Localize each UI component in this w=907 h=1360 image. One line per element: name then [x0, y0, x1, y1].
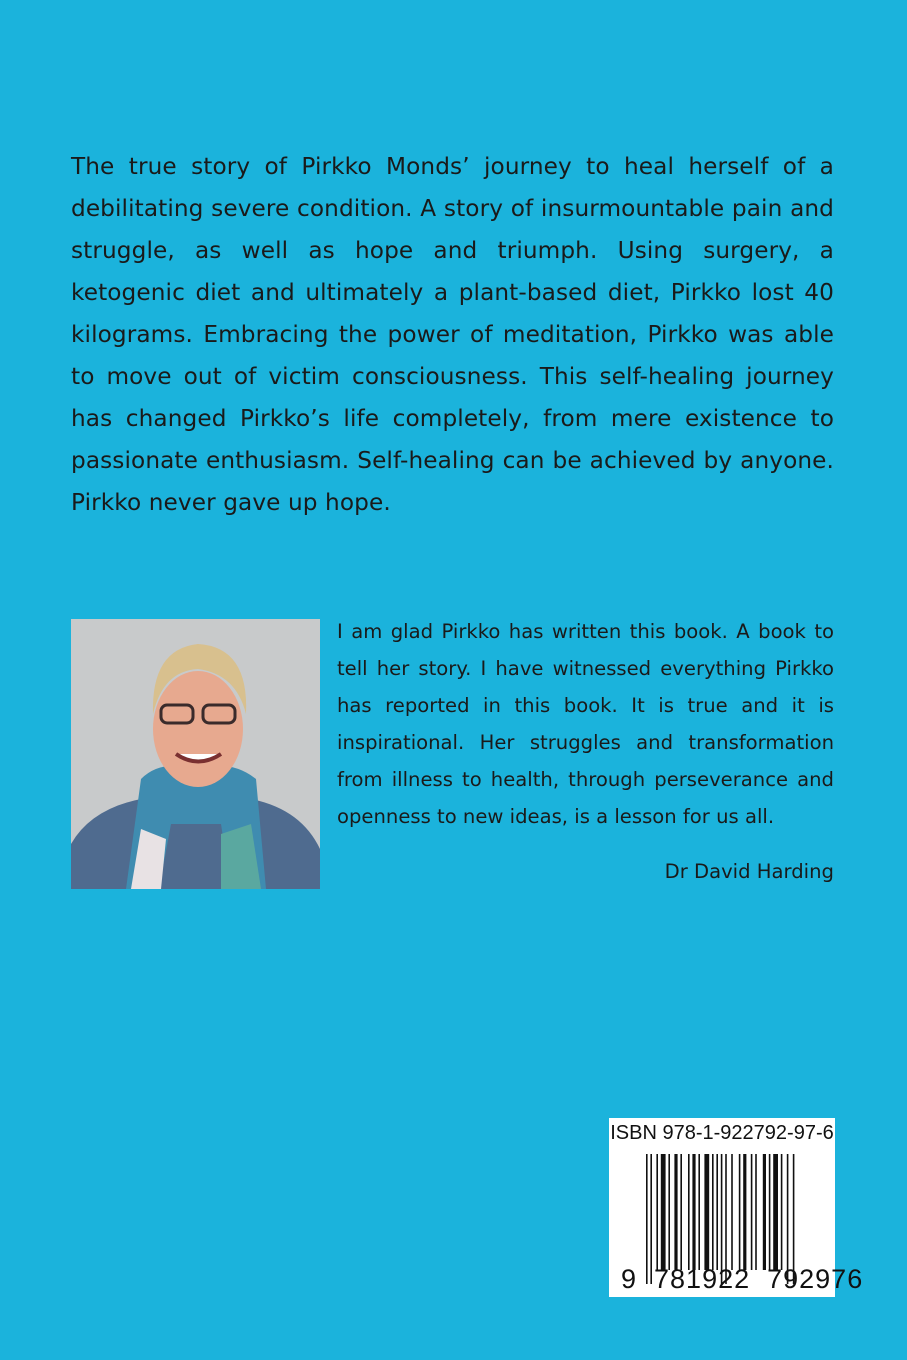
barcode-bar	[674, 1154, 677, 1270]
barcode-bar	[743, 1154, 746, 1270]
isbn-barcode	[609, 1118, 864, 1297]
barcode-digits: 9 781922 792976	[621, 1264, 864, 1294]
barcode-bar	[704, 1154, 709, 1270]
barcode-bar	[688, 1154, 690, 1270]
barcode-bar	[656, 1154, 658, 1270]
testimonial-author: Dr David Harding	[664, 860, 834, 883]
barcode-bar	[668, 1154, 670, 1270]
barcode-bar	[661, 1154, 666, 1270]
barcode-bar	[751, 1154, 753, 1270]
author-photo	[71, 619, 320, 889]
barcode-bar	[769, 1154, 771, 1270]
barcode-bar	[698, 1154, 700, 1270]
barcode-bar	[781, 1154, 783, 1270]
barcode-bar	[692, 1154, 695, 1270]
barcode-bar	[712, 1154, 714, 1270]
barcode-bar	[763, 1154, 766, 1270]
book-blurb: The true story of Pirkko Monds’ journey to heal herself of a debilitating severe condition. A story of insurmountable pain and struggle, as well as hope and triumph. Using surgery, a ketogenic diet and ultimately a plant-based diet, Pirkko lost 40 kilograms. Embracing the power of meditation, Pirkko was able to move out of victim consciousness. This self-healing journey has changed Pirkko’s life completely, from mere existence to passionate enthusiasm. Self-healing can be achieved by anyone. Pirkko never gave up hope.	[71, 153, 834, 516]
barcode-bar	[716, 1154, 718, 1270]
barcode-bar	[739, 1154, 741, 1270]
barcode-bar	[773, 1154, 778, 1270]
isbn-label: ISBN 978-1-922792-97-6	[610, 1122, 834, 1144]
barcode-bar	[680, 1154, 682, 1270]
barcode-bar	[755, 1154, 757, 1270]
barcode-bar	[731, 1154, 733, 1270]
testimonial-quote: I am glad Pirkko has written this book. A book to tell her story. I have witnessed everything Pirkko has reported in this book. It is true and it is inspirational. Her struggles and transformation from illness to health, through perseverance and openness to new ideas, is a lesson for us all.	[337, 620, 834, 828]
